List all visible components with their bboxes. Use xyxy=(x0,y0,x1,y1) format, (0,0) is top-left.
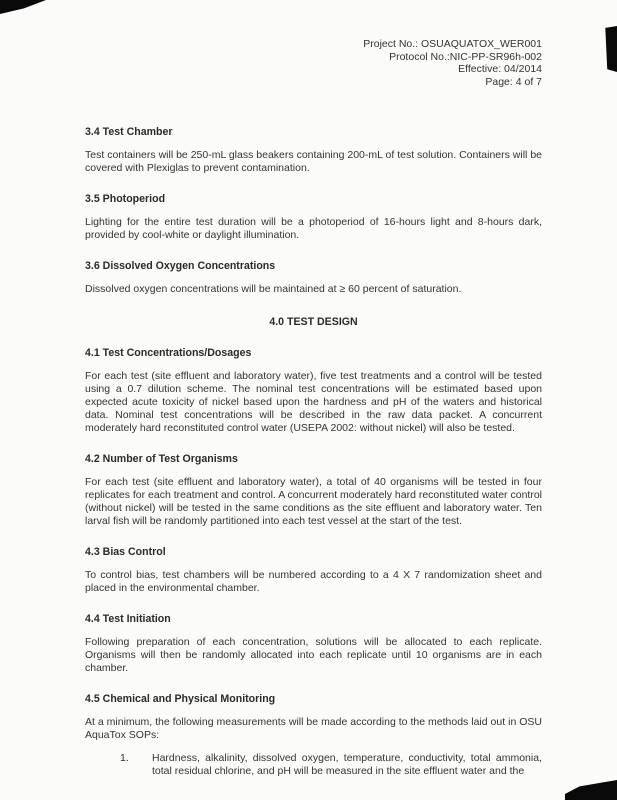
section-paragraph-number-of-organisms: For each test (site effluent and laboratory water), a total of 40 organisms will be tested in four replicates for each treatment and control. A concurrent moderately hard reconstituted water control (without nickel) will be tested in the same conditions as the site effluent and laboratory water. Ten larval fish will be randomly partitioned into each test vessel at the start of the test. xyxy=(85,476,542,527)
section-heading-number-of-organisms: 4.2 Number of Test Organisms xyxy=(85,453,238,465)
section-heading-test-design: 4.0 TEST DESIGN xyxy=(269,316,358,328)
section-paragraph-bias-control: To control bias, test chambers will be numbered according to a 4 X 7 randomization sheet and placed in the environmental chamber. xyxy=(85,569,542,594)
scan-artifact-top-left xyxy=(0,0,46,14)
header-page-number: Page: 4 of 7 xyxy=(485,75,542,88)
section-heading-test-initiation: 4.4 Test Initiation xyxy=(85,613,171,625)
section-paragraph-photoperiod: Lighting for the entire test duration will be a photoperiod of 16-hours light and 8-hours dark, provided by cool-white or daylight illumination. xyxy=(85,216,542,241)
section-heading-test-concentrations: 4.1 Test Concentrations/Dosages xyxy=(85,347,252,359)
numbered-list-item-1 xyxy=(120,752,542,778)
list-item-number: 1. xyxy=(120,752,129,764)
header-protocol-no: Protocol No.:NIC-PP-SR96h-002 xyxy=(389,50,542,63)
section-heading-bias-control: 4.3 Bias Control xyxy=(85,546,166,558)
scan-artifact-top-right xyxy=(604,26,617,72)
header-effective-date: Effective: 04/2014 xyxy=(458,63,542,75)
section-heading-dissolved-oxygen: 3.6 Dissolved Oxygen Concentrations xyxy=(85,260,276,272)
section-paragraph-test-concentrations: For each test (site effluent and laboratory water), five test treatments and a control will be tested using a 0.7 dilution scheme. The nominal test concentrations will be estimated based upon expected acute toxicity of nickel based upon the hardness and pH of the waters and historical data. Nominal test concentrations will be described in the raw data packet. A concurrent moderately hard reconstituted control water (USEPA 2002: without nickel) will also be tested. xyxy=(85,370,542,434)
scan-artifact-bottom-right xyxy=(565,780,617,800)
document-body xyxy=(85,108,542,778)
section-heading-photoperiod: 3.5 Photoperiod xyxy=(85,193,166,205)
section-paragraph-test-initiation: Following preparation of each concentration, solutions will be allocated to each replicate. Organisms will then be randomly allocated into each replicate until 10 organisms are in each chamber. xyxy=(85,636,542,674)
list-item-text: Hardness, alkalinity, dissolved oxygen, temperature, conductivity, total ammonia, total residual chlorine, and pH will be measured in the site effluent water and the xyxy=(152,752,542,777)
section-heading-chemical-physical-monitoring: 4.5 Chemical and Physical Monitoring xyxy=(85,693,276,705)
section-paragraph-dissolved-oxygen: Dissolved oxygen concentrations will be maintained at ≥ 60 percent of saturation. xyxy=(85,283,462,295)
section-paragraph-test-chamber: Test containers will be 250-mL glass beakers containing 200-mL of test solution. Containers will be covered with Plexiglas to prevent contamination. xyxy=(85,149,542,174)
document-header xyxy=(85,38,542,88)
section-paragraph-chemical-physical-monitoring: At a minimum, the following measurements will be made according to the methods laid out in OSU AquaTox SOPs: xyxy=(85,716,542,741)
section-heading-test-chamber: 3.4 Test Chamber xyxy=(85,126,173,138)
header-project-no: Project No.: OSUAQUATOX_WER001 xyxy=(363,38,542,50)
